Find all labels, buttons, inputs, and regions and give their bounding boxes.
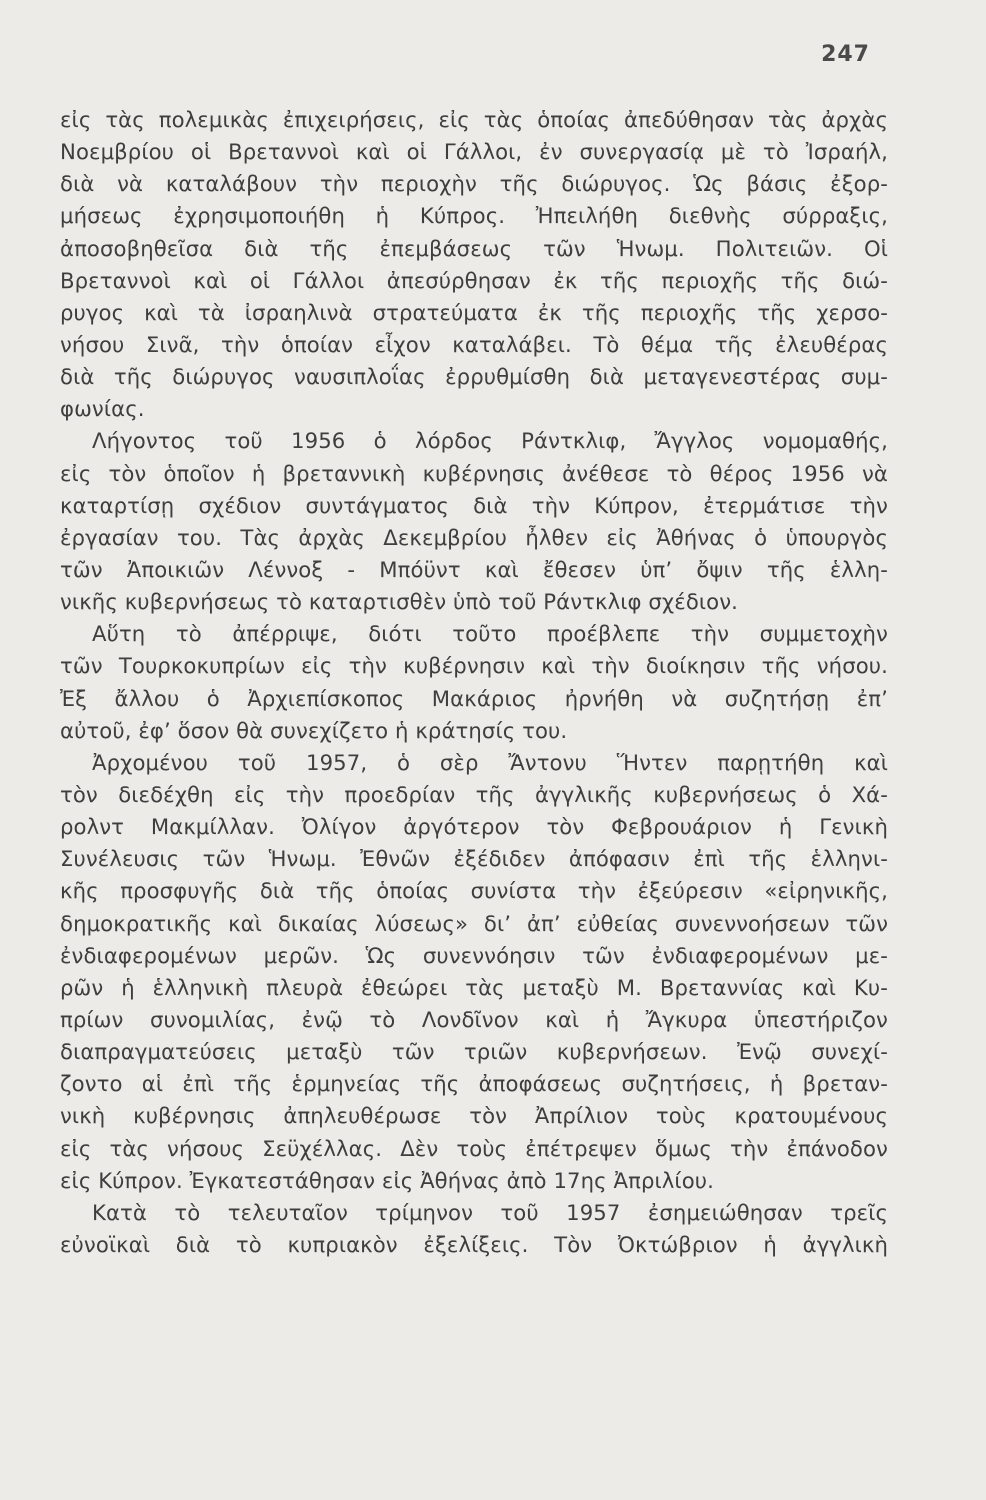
text-line: εἰς τὰς πολεμικὰς ἐπιχειρήσεις, εἰς τὰς ὁποίας ἀπεδύθησαν τὰς ἀρχὰς <box>60 107 888 132</box>
text-line: διὰ τῆς διώρυγος ναυσιπλοΐας ἐρρυθμίσθη διὰ μεταγενεστέρας συμ- <box>60 364 888 390</box>
text-line: πρίων συνομιλίας, ἐνῷ τὸ Λονδῖνον καὶ ἡ Ἄγκυρα ὑπεστήριζον <box>60 1006 888 1032</box>
text-line: διὰ νὰ καταλάβουν τὴν περιοχὴν τῆς διώρυγος. Ὡς βάσις ἐξορ- <box>60 171 888 197</box>
text-line: εἰς Κύπρον. Ἐγκατεστάθησαν εἰς Ἀθήνας ἀπὸ 17ης Ἀπριλίου. <box>60 1167 714 1193</box>
text-line: νήσου Σινᾶ, τὴν ὁποίαν εἶχον καταλάβει. Τὸ θέμα τῆς ἐλευθέρας <box>60 331 888 357</box>
text-line: φωνίας. <box>60 396 145 422</box>
text-line: εἰς τὸν ὁποῖον ἡ βρεταννικὴ κυβέρνησις ἀνέθεσε τὸ θέρος 1956 νὰ <box>60 460 888 486</box>
text-line: Ἐξ ἄλλου ὁ Ἀρχιεπίσκοπος Μακάριος ἠρνήθη νὰ συζητήσῃ ἐπ’ <box>60 685 888 711</box>
text-line: ρῶν ἡ ἑλληνικὴ πλευρὰ ἐθεώρει τὰς μεταξὺ Μ. Βρεταννίας καὶ Κυ- <box>60 974 888 1000</box>
text-line: αὐτοῦ, ἐφ’ ὅσον θὰ συνεχίζετο ἡ κράτησίς του. <box>60 717 568 743</box>
text-line: ρολντ Μακμίλλαν. Ὀλίγον ἀργότερον τὸν Φεβρουάριον ἡ Γενικὴ <box>60 814 888 840</box>
text-line: εὐνοϊκαὶ διὰ τὸ κυπριακὸν ἐξελίξεις. Τὸν Ὀκτώβριον ἡ ἀγγλικὴ <box>60 1231 888 1257</box>
text-line: Κατὰ τὸ τελευταῖον τρίμηνον τοῦ 1957 ἐσημειώθησαν τρεῖς <box>92 1199 888 1225</box>
text-line: ἐργασίαν του. Τὰς ἀρχὰς Δεκεμβρίου ἦλθεν εἰς Ἀθήνας ὁ ὑπουργὸς <box>60 524 888 550</box>
text-line: Νοεμβρίου οἱ Βρεταννοὶ καὶ οἱ Γάλλοι, ἐν συνεργασίᾳ μὲ τὸ Ἰσραήλ, <box>60 139 888 165</box>
text-line: διαπραγματεύσεις μεταξὺ τῶν τριῶν κυβερνήσεων. Ἐνῷ συνεχί- <box>60 1039 888 1065</box>
text-line: τὸν διεδέχθη εἰς τὴν προεδρίαν τῆς ἀγγλικῆς κυβερνήσεως ὁ Χά- <box>60 781 888 807</box>
text-line: Αὕτη τὸ ἀπέρριψε, διότι τοῦτο προέβλεπε τὴν συμμετοχὴν <box>92 621 888 647</box>
text-line: ἀποσοβηθεῖσα διὰ τῆς ἐπεμβάσεως τῶν Ἡνωμ. Πολιτειῶν. Οἱ <box>60 235 888 261</box>
text-line: τῶν Τουρκοκυπρίων εἰς τὴν κυβέρνησιν καὶ τὴν διοίκησιν τῆς νήσου. <box>60 653 888 679</box>
text-line: Λήγοντος τοῦ 1956 ὁ λόρδος Ράντκλιφ, Ἄγγλος νομομαθής, <box>92 428 888 454</box>
text-line: δημοκρατικῆς καὶ δικαίας λύσεως» δι’ ἀπ’ εὐθείας συνεννοήσεων τῶν <box>60 910 888 936</box>
text-line: μήσεως ἐχρησιμοποιήθη ἡ Κύπρος. Ἠπειλήθη διεθνὴς σύρραξις, <box>60 203 888 229</box>
text-line: κῆς προσφυγῆς διὰ τῆς ὁποίας συνίστα τὴν ἐξεύρεσιν «εἰρηνικῆς, <box>60 878 888 904</box>
text-line: καταρτίσῃ σχέδιον συντάγματος διὰ τὴν Κύπρον, ἐτερμάτισε τὴν <box>60 492 888 518</box>
text-line: νικῆς κυβερνήσεως τὸ καταρτισθὲν ὑπὸ τοῦ Ράντκλιφ σχέδιον. <box>60 589 738 615</box>
text-line: Ἀρχομένου τοῦ 1957, ὁ σὲρ Ἄντονυ Ἥντεν παρῃτήθη καὶ <box>92 749 888 775</box>
text-line: ζοντο αἱ ἐπὶ τῆς ἑρμηνείας τῆς ἀποφάσεως συζητήσεις, ἡ βρεταν- <box>60 1071 888 1097</box>
text-line: Συνέλευσις τῶν Ἡνωμ. Ἐθνῶν ἐξέδιδεν ἀπόφασιν ἐπὶ τῆς ἑλληνι- <box>60 846 888 872</box>
text-line: τῶν Ἀποικιῶν Λέννοξ - Μπόϋντ καὶ ἔθεσεν ὑπ’ ὄψιν τῆς ἑλλη- <box>60 556 888 582</box>
text-line: νικὴ κυβέρνησις ἀπηλευθέρωσε τὸν Ἀπρίλιον τοὺς κρατουμένους <box>60 1103 888 1129</box>
text-line: Βρεταννοὶ καὶ οἱ Γάλλοι ἀπεσύρθησαν ἐκ τῆς περιοχῆς τῆς διώ- <box>60 267 888 293</box>
page-number: 247 <box>821 42 870 67</box>
body-text <box>60 104 888 1261</box>
text-line: ρυγος καὶ τὰ ἰσραηλινὰ στρατεύματα ἐκ τῆς περιοχῆς τῆς χερσο- <box>60 299 888 325</box>
text-line: ἐνδιαφερομένων μερῶν. Ὡς συνεννόησιν τῶν ἐνδιαφερομένων με- <box>60 942 888 968</box>
text-line: εἰς τὰς νήσους Σεϋχέλλας. Δὲν τοὺς ἐπέτρεψεν ὅμως τὴν ἐπάνοδον <box>60 1135 888 1161</box>
